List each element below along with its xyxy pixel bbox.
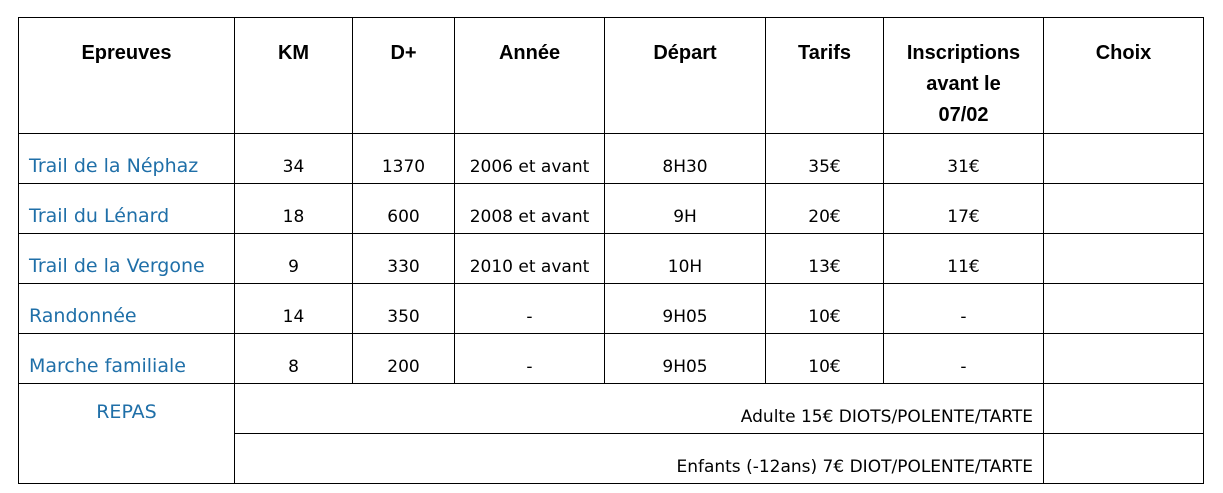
header-row [19, 18, 1204, 134]
race-km: 8 [235, 334, 353, 384]
race-dplus: 1370 [353, 134, 455, 184]
choix-cell[interactable] [1044, 434, 1204, 484]
race-km: 14 [235, 284, 353, 334]
race-name: Trail du Lénard [19, 184, 235, 234]
race-depart: 8H30 [605, 134, 766, 184]
table-row [19, 334, 1204, 384]
race-annee: 2006 et avant [455, 134, 605, 184]
race-tarif: 10€ [766, 334, 884, 384]
race-tarif: 13€ [766, 234, 884, 284]
race-name: Trail de la Néphaz [19, 134, 235, 184]
header-epreuves: Epreuves [19, 18, 235, 134]
race-dplus: 330 [353, 234, 455, 284]
repas-row-adulte [19, 384, 1204, 434]
choix-cell[interactable] [1044, 384, 1204, 434]
race-dplus: 350 [353, 284, 455, 334]
header-inscriptions [884, 18, 1044, 134]
table-row [19, 284, 1204, 334]
choix-cell[interactable] [1044, 334, 1204, 384]
repas-label: REPAS [19, 384, 235, 484]
race-tarif: 35€ [766, 134, 884, 184]
race-inscription: - [884, 284, 1044, 334]
choix-cell[interactable] [1044, 284, 1204, 334]
race-annee: - [455, 284, 605, 334]
header-choix: Choix [1044, 18, 1204, 134]
race-annee: - [455, 334, 605, 384]
race-name: Marche familiale [19, 334, 235, 384]
table-row [19, 184, 1204, 234]
race-annee: 2010 et avant [455, 234, 605, 284]
header-inscriptions-line-2: avant le [926, 73, 1001, 95]
race-depart: 9H [605, 184, 766, 234]
choix-cell[interactable] [1044, 134, 1204, 184]
choix-cell[interactable] [1044, 234, 1204, 284]
header-inscriptions-line-1: Inscriptions [906, 42, 1021, 64]
race-name: Randonnée [19, 284, 235, 334]
race-dplus: 600 [353, 184, 455, 234]
race-name: Trail de la Vergone [19, 234, 235, 284]
race-km: 9 [235, 234, 353, 284]
choix-cell[interactable] [1044, 184, 1204, 234]
repas-enfants: Enfants (-12ans) 7€ DIOT/POLENTE/TARTE [235, 434, 1044, 484]
race-km: 34 [235, 134, 353, 184]
race-tarif: 10€ [766, 284, 884, 334]
table-row [19, 134, 1204, 184]
race-depart: 9H05 [605, 284, 766, 334]
race-inscription: 11€ [884, 234, 1044, 284]
race-annee: 2008 et avant [455, 184, 605, 234]
race-km: 18 [235, 184, 353, 234]
table-row [19, 234, 1204, 284]
header-inscriptions-line-3: 07/02 [938, 104, 989, 126]
header-annee: Année [455, 18, 605, 134]
header-depart: Départ [605, 18, 766, 134]
race-inscription: 31€ [884, 134, 1044, 184]
header-tarifs: Tarifs [766, 18, 884, 134]
race-table [18, 17, 1204, 484]
race-depart: 10H [605, 234, 766, 284]
race-tarif: 20€ [766, 184, 884, 234]
race-inscription: - [884, 334, 1044, 384]
race-depart: 9H05 [605, 334, 766, 384]
repas-adulte: Adulte 15€ DIOTS/POLENTE/TARTE [235, 384, 1044, 434]
header-dplus: D+ [353, 18, 455, 134]
header-km: KM [235, 18, 353, 134]
race-dplus: 200 [353, 334, 455, 384]
race-inscription: 17€ [884, 184, 1044, 234]
